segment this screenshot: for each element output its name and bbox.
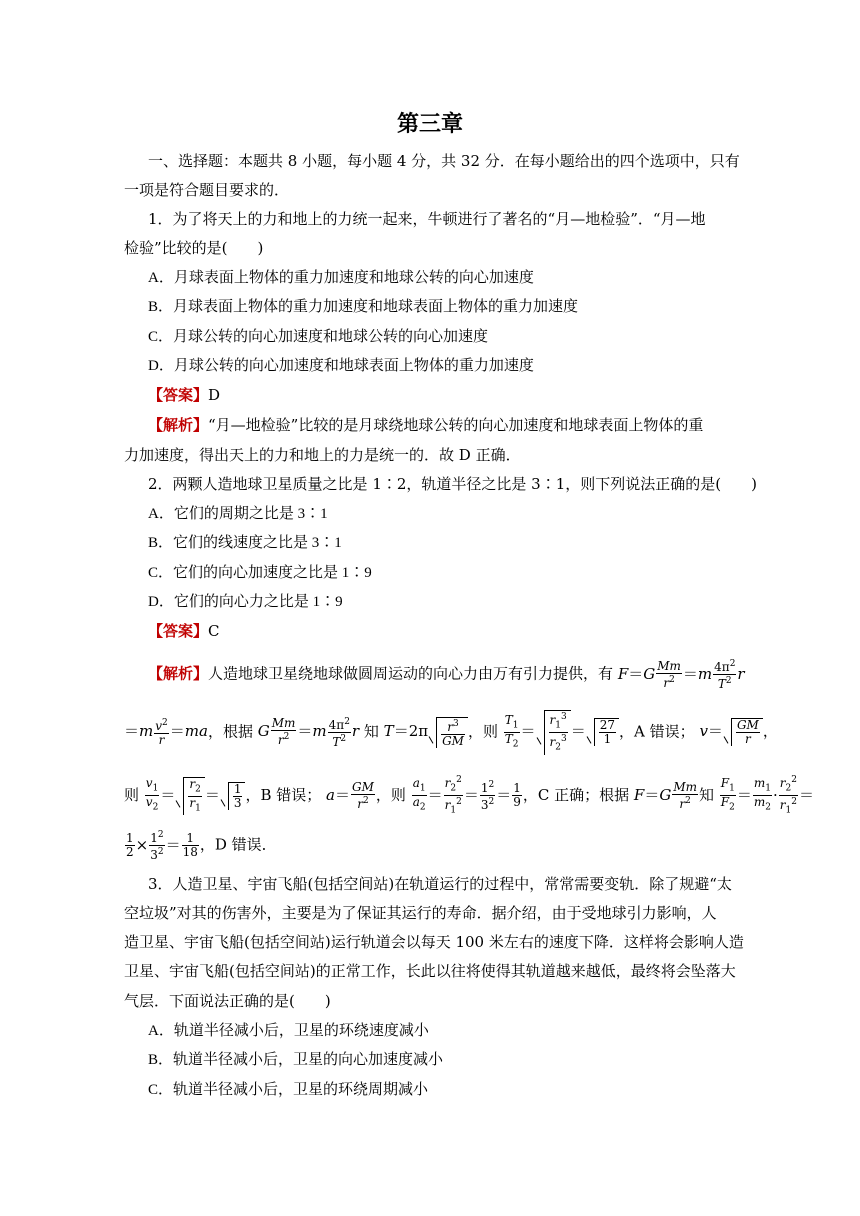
q1-option-c: C．月球公转的向心加速度和地球公转的向心加速度 [148, 329, 489, 345]
q2-stem: 2．两颗人造地球卫星质量之比是 1∶2，轨道半径之比是 3∶1，则下列说法正确的是( ) [148, 475, 757, 493]
q1-stem-line2: 检验”比较的是( ) [124, 239, 264, 257]
q2-analysis-text: 人造地球卫星绕地球做圆周运动的向心力由万有引力提供，有 [208, 664, 614, 683]
q3-option-a: A．轨道半径减小后，卫星的环绕速度减小 [148, 1023, 429, 1039]
formula-gravity: F＝G $\frac{Mm}{r^2}$ ＝m $\frac{4\pi^2}{T^2}$ r [617, 658, 745, 691]
q1-analysis-text1: “月—地检验”比较的是月球绕地球公转的向心加速度和地球表面上物体的重 [208, 416, 704, 434]
formula-force-ratio: $\frac{F_1}{F_2}$ ＝ $\frac{m_1}{m_2}$ · $\frac{r_2^2}{r_1^2}$ ＝ [720, 775, 814, 816]
answer-tag: 【答案】 [148, 622, 209, 640]
q2-option-c: C．它们的向心加速度之比是 1∶9 [148, 565, 372, 581]
formula-force-result: $\frac{1}{2}$ × $\frac{1^2}{3^2}$ ＝ $\frac{1}{18}$ [126, 830, 198, 862]
formula-period-result: T＝2π $\frac{r^3}{GM}$ [384, 722, 468, 740]
q3-option-c: C．轨道半径减小后，卫星的环绕周期减小 [148, 1082, 429, 1098]
formula-force: F＝G $\frac{Mm}{r^2}$ [633, 779, 697, 811]
q3-stem-line3: 造卫星、宇宙飞船(包括空间站)运行轨道会以每天 100 米左右的速度下降．这样将会影响人造 [124, 933, 744, 951]
q1-answer-value: D [208, 386, 221, 404]
q3-stem-line2: 空垃圾”对其的伤害外，主要是为了保证其运行的寿命．据介绍，由于受地球引力影响，人 [124, 904, 717, 922]
formula-period: G $\frac{Mm}{r^2}$ ＝m $\frac{4\pi^2}{T^2}$ r [257, 716, 360, 749]
q1-analysis-line2: 力加速度，得出天上的力和地上的力是统一的．故 D 正确． [124, 446, 521, 464]
q2-answer-value: C [208, 622, 220, 640]
q2-analysis-line2: ＝m $\frac{v^2}{r}$ ＝ma，根据 G $\frac{Mm}{r^2}$ ＝m $\frac{4\pi^2}{T^2}$ r 知 T＝2π $\frac{r^3}{GM}$ ，则 $\frac{T_1}{T_2}$ ＝ $\frac{r_1^3}{r_2^3}$ ＝ $\frac{27}{1}$ ，A 错误； v＝ $\frac{GM}{r}$ ， [124, 712, 778, 753]
q1-stem-line1: 1．为了将天上的力和地上的力统一起来，牛顿进行了著名的“月—地检验”．“月—地 [148, 210, 706, 228]
q2-option-b: B．它们的线速度之比是 3∶1 [148, 535, 342, 551]
formula-velocity: v＝ $\frac{GM}{r}$ ， [699, 718, 778, 747]
q2-analysis-line4: $\frac{1}{2}$ × $\frac{1^2}{3^2}$ ＝ $\frac{1}{18}$ ，D 错误． [126, 830, 277, 862]
analysis-tag: 【解析】 [148, 664, 209, 683]
section-instruction-line2: 一项是符合题目要求的． [124, 181, 290, 199]
q1-option-b: B．月球表面上物体的重力加速度和地球表面上物体的重力加速度 [148, 299, 579, 315]
q1-option-d: D．月球公转的向心加速度和地球表面上物体的重力加速度 [148, 358, 534, 374]
formula-acceleration: a＝ $\frac{GM}{r^2}$ [326, 779, 374, 811]
formula-centripetal: ＝m $\frac{v^2}{r}$ ＝ma [124, 718, 208, 748]
formula-velocity-ratio: $\frac{v_1}{v_2}$ ＝ $\frac{r_2}{r_1}$ ＝ $\frac{1}{3}$ [144, 786, 246, 804]
chapter-title: 第三章 [396, 112, 463, 137]
formula-acceleration-ratio: $\frac{a_1}{a_2}$ ＝ $\frac{r_2^2}{r_1^2}$ ＝ $\frac{1^2}{3^2}$ ＝ $\frac{1}{9}$ [412, 775, 521, 816]
q1-answer [148, 385, 220, 405]
q3-stem-line1: 3．人造卫星、宇宙飞船(包括空间站)在轨道运行的过程中，常常需要变轨．除了规避“太 [148, 875, 732, 893]
q3-stem-line5: 气层．下面说法正确的是( ) [124, 992, 331, 1010]
q2-analysis-line3: 则 $\frac{v_1}{v_2}$ ＝ $\frac{r_2}{r_1}$ ＝ $\frac{1}{3}$ ，B 错误； a＝ $\frac{GM}{r^2}$ ，则 $\frac{a_1}{a_2}$ ＝ $\frac{r_2^2}{r_1^2}$ ＝ $\frac{1^2}{3^2}$ ＝ $\frac{1}{9}$ ，C 正确；根据 F＝G $\frac{Mm}{r^2}$ 知 $\frac{F_1}{F_2}$ ＝ $\frac{m_1}{m_2}$ · $\frac{r_2^2}{r_1^2}$ ＝ [124, 775, 814, 816]
q2-option-a: A．它们的周期之比是 3∶1 [148, 506, 328, 522]
q2-analysis-line1 [148, 658, 745, 691]
formula-period-ratio: $\frac{T_1}{T_2}$ ＝ $\frac{r_1^3}{r_2^3}$ ＝ $\frac{27}{1}$ [503, 722, 619, 740]
q3-option-b: B．轨道半径减小后，卫星的向心加速度减小 [148, 1052, 444, 1068]
q1-analysis-line1 [148, 415, 703, 435]
q2-option-d: D．它们的向心力之比是 1∶9 [148, 594, 343, 610]
q1-option-a: A．月球表面上物体的重力加速度和地球公转的向心加速度 [148, 270, 534, 286]
q2-answer [148, 621, 220, 641]
analysis-tag: 【解析】 [148, 416, 209, 434]
q3-stem-line4: 卫星、宇宙飞船(包括空间站)的正常工作，长此以往将使得其轨道越来越低，最终将会坠落大 [124, 962, 736, 980]
answer-tag: 【答案】 [148, 386, 209, 404]
section-instruction-line1: 一、选择题：本题共 8 小题，每小题 4 分，共 32 分．在每小题给出的四个选项中，只有 [148, 152, 740, 170]
